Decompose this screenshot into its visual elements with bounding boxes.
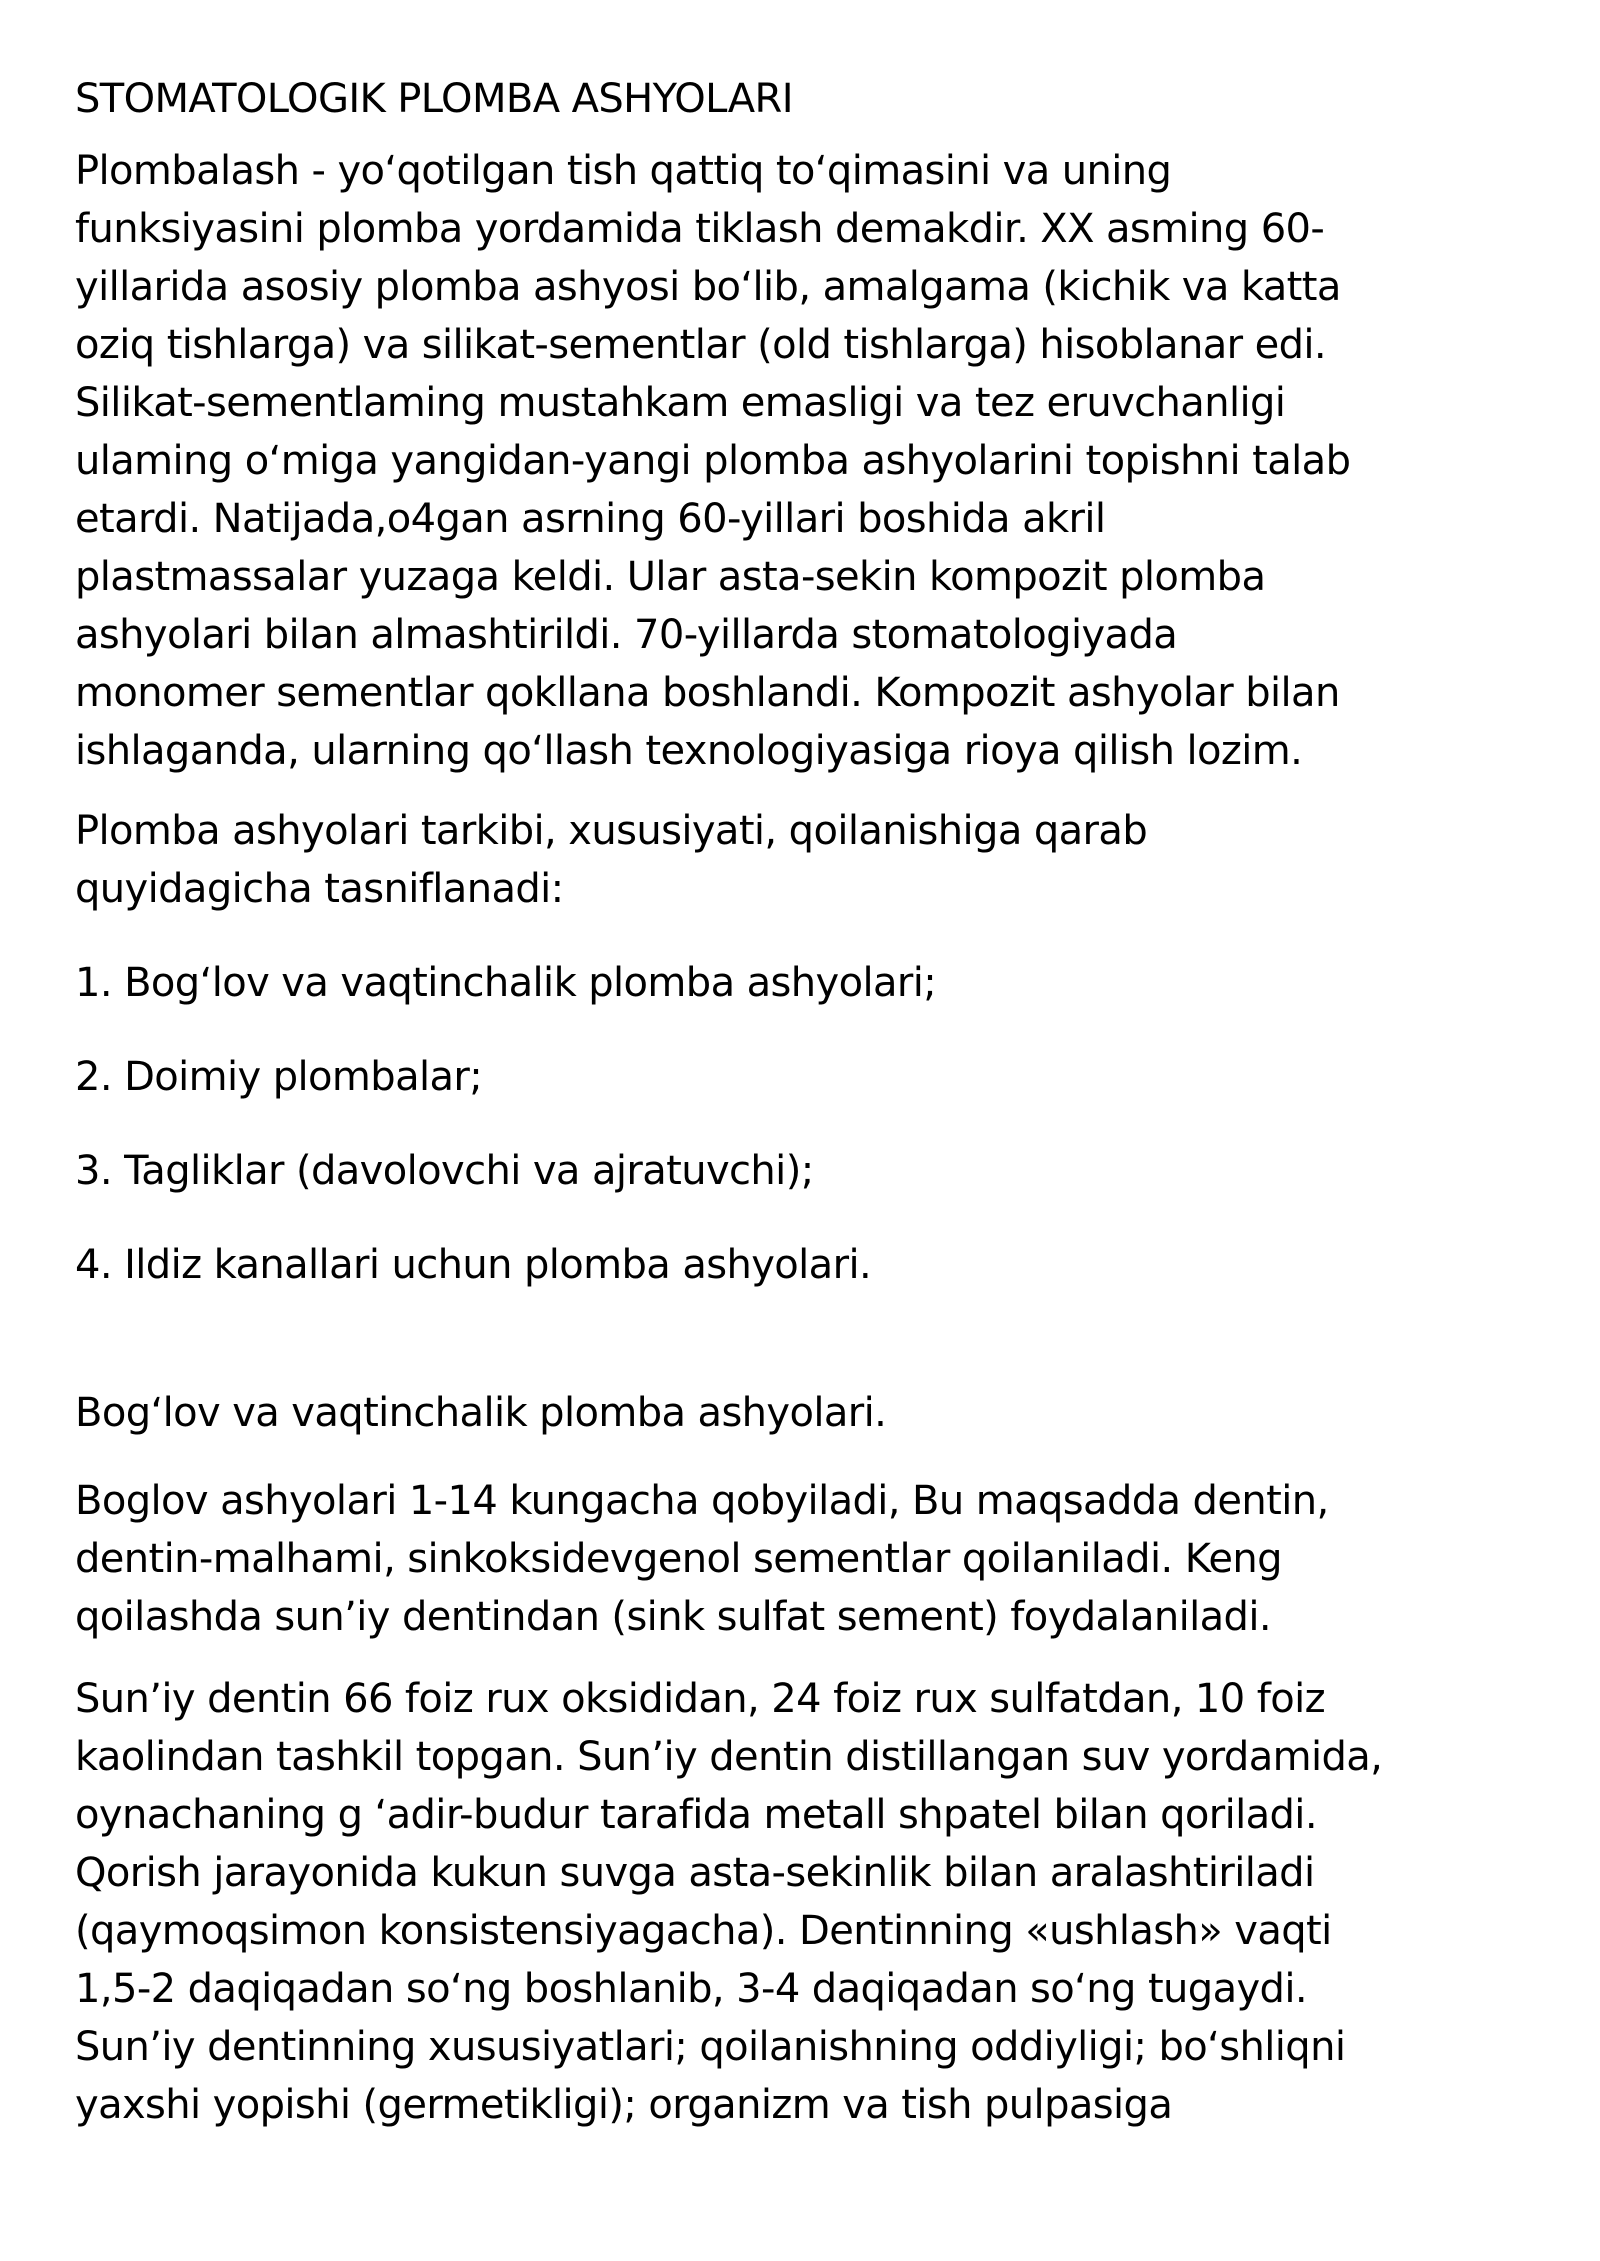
section-para2-line: 1,5-2 daqiqadan so‘ng boshlanib, 3-4 daqiqadan so‘ng tugaydi. [75,1966,1307,2012]
list-item: 3. Tagliklar (davolovchi va ajratuvchi); [75,1148,814,1194]
intro-line: etardi. Natijada,o4gan asrning 60-yillari boshida akril [75,496,1106,542]
section-para2-line: oynachaning g ‘adir-budur tarafida metall shpatel bilan qoriladi. [75,1792,1317,1838]
intro-line: Silikat-sementlaming mustahkam emasligi va tez eruvchanligi [75,380,1286,426]
intro-line: Plombalash - yo‘qotilgan tish qattiq to‘qimasini va uning [75,148,1172,194]
classification-paragraph [75,802,1545,918]
document-page [75,70,1545,2156]
section-para2-line: Sun’iy dentin 66 foiz rux oksididan, 24 foiz rux sulfatdan, 10 foiz [75,1676,1325,1722]
section-para1-line: Boglov ashyolari 1-14 kungacha qobyiladi, Bu maqsadda dentin, [75,1478,1329,1524]
section-title: Bog‘lov va vaqtinchalik plomba ashyolari. [75,1390,887,1436]
intro-line: ashyolari bilan almashtirildi. 70-yillarda stomatologiyada [75,612,1178,658]
section-para2-line: kaolindan tashkil topgan. Sun’iy dentin distillangan suv yordamida, [75,1734,1383,1780]
intro-line: ishlaganda, ularning qo‘llash texnologiyasiga rioya qilish lozim. [75,728,1303,774]
intro-line: monomer sementlar qokllana boshlandi. Kompozit ashyolar bilan [75,670,1340,716]
intro-line: funksiyasini plomba yordamida tiklash demakdir. XX asming 60- [75,206,1325,252]
section-para1-line: qoilashda sun’iy dentindan (sink sulfat sement) foydalaniladi. [75,1594,1271,1640]
section-para2-line: (qaymoqsimon konsistensiyagacha). Dentinning «ushlash» vaqti [75,1908,1332,1954]
intro-line: ulaming o‘miga yangidan-yangi plomba ashyolarini topishni talab [75,438,1351,484]
intro-line: plastmassalar yuzaga keldi. Ular asta-sekin kompozit plomba [75,554,1266,600]
document-title: STOMATOLOGIK PLOMBA ASHYOLARI [75,76,793,122]
list-item: 2. Doimiy plombalar; [75,1054,483,1100]
section-para2-line: Sun’iy dentinning xususiyatlari; qoilanishning oddiyligi; bo‘shliqni [75,2024,1346,2070]
intro-paragraph [75,142,1545,780]
classification-line: Plomba ashyolari tarkibi, xususiyati, qoilanishiga qarab [75,808,1148,854]
section-para2-line: yaxshi yopishi (germetikligi); organizm va tish pulpasiga [75,2082,1173,2128]
intro-line: oziq tishlarga) va silikat-sementlar (old tishlarga) hisoblanar edi. [75,322,1326,368]
intro-line: yillarida asosiy plomba ashyosi bo‘lib, amalgama (kichik va katta [75,264,1341,310]
section-paragraph-2 [75,1670,1545,2134]
list-item: 1. Bog‘lov va vaqtinchalik plomba ashyolari; [75,960,937,1006]
section-para1-line: dentin-malhami, sinkoksidevgenol sementlar qoilaniladi. Keng [75,1536,1282,1582]
section-paragraph-1 [75,1472,1545,1646]
classification-line: quyidagicha tasniflanadi: [75,866,564,912]
section-para2-line: Qorish jarayonida kukun suvga asta-sekinlik bilan aralashtiriladi [75,1850,1315,1896]
list-item: 4. Ildiz kanallari uchun plomba ashyolari. [75,1242,872,1288]
